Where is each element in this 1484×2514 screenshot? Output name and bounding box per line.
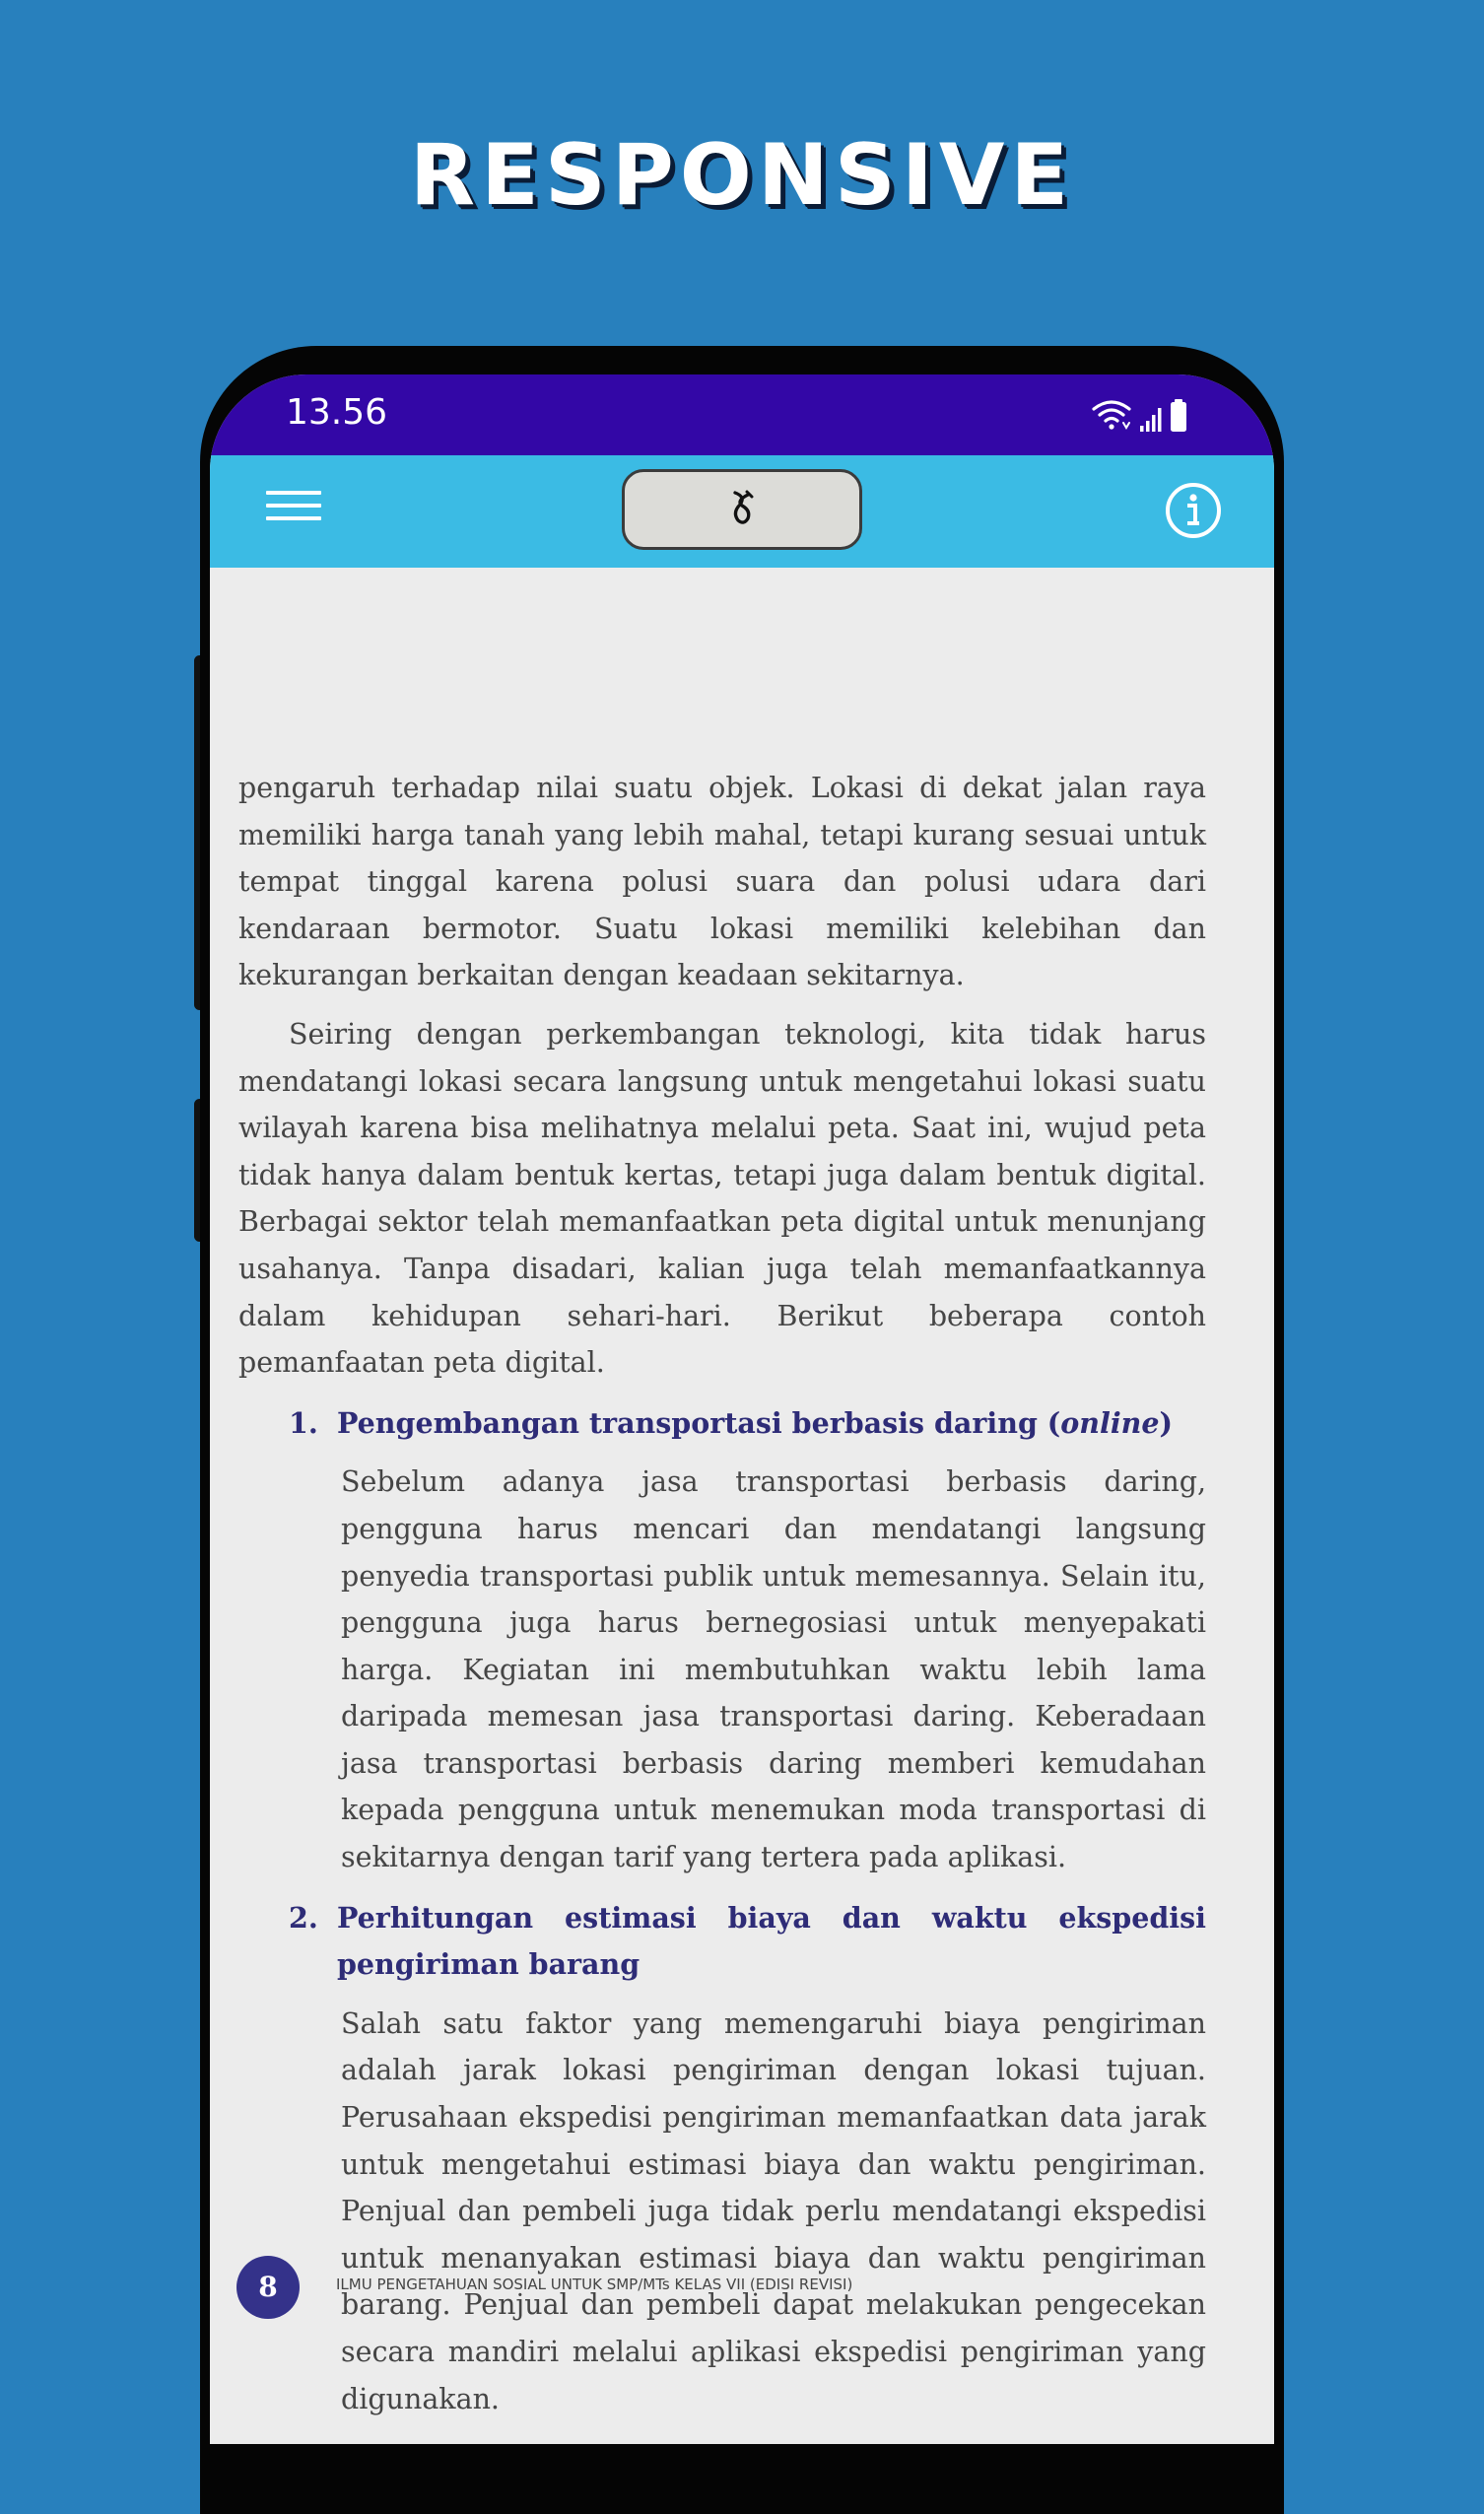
list-heading [238, 1895, 1206, 1989]
list-heading-text: Pengembangan transportasi berbasis daring ( [337, 1405, 1061, 1440]
info-icon[interactable] [1165, 482, 1222, 539]
hero-title: RESPONSIVE [409, 126, 1075, 225]
document-page[interactable] [210, 568, 1274, 2444]
hamburger-menu-icon[interactable] [266, 482, 321, 541]
status-bar [210, 374, 1274, 455]
wifi-icon [1094, 402, 1129, 430]
signal-icon [1140, 408, 1162, 432]
footer-text: ILMU PENGETAHUAN SOSIAL UNTUK SMP/MTs KELAS VII (EDISI REVISI) [336, 2276, 853, 2293]
list-heading-text: Perhitungan estimasi biaya dan waktu ekspedisi pengiriman barang [337, 1900, 1206, 1982]
list-heading [238, 1400, 1206, 1448]
app-toolbar [210, 455, 1274, 568]
list-heading-end: ) [1159, 1405, 1174, 1440]
page-number-badge: 8 [236, 2256, 300, 2319]
page-footer [236, 2256, 1222, 2319]
phone-screen [210, 374, 1274, 2444]
pen-nib-icon [726, 489, 758, 528]
status-icons [1091, 396, 1199, 436]
list-heading-emphasis: online [1060, 1405, 1160, 1440]
list-number: 2. [289, 1900, 318, 1935]
status-time: 13.56 [286, 392, 388, 433]
document-content [238, 765, 1206, 2422]
center-tool-button[interactable] [622, 469, 862, 550]
list-item-body: Salah satu faktor yang memengaruhi biaya pengiriman adalah jarak lokasi pengiriman dengan lokasi tujuan. Perusahaan ekspedisi pengiriman memanfaatkan data jarak untuk mengetahui estimasi biaya dan waktu pengiriman. Penjual dan pembeli juga tidak perlu mendatangi ekspedisi untuk menanyakan estimasi biaya dan waktu pengiriman barang. Penjual dan pembeli dapat melakukan pengecekan secara mandiri melalui aplikasi ekspedisi pengiriman yang digunakan. [341, 2006, 1206, 2415]
list-number: 1. [289, 1405, 318, 1440]
list-item-body: Sebelum adanya jasa transportasi berbasis daring, pengguna harus mencari dan mendatangi langsung penyedia transportasi publik untuk memesannya. Selain itu, pengguna juga harus bernegosiasi untuk menyepakati harga. Kegiatan ini membutuhkan waktu lebih lama daripada memesan jasa transportasi daring. Keberadaan jasa transportasi berbasis daring memberi kemudahan kepada pengguna untuk menemukan moda transportasi di sekitarnya dengan tarif yang tertera pada aplikasi. [341, 1465, 1206, 1874]
paragraph: Seiring dengan perkembangan teknologi, kita tidak harus mendatangi lokasi secara langsung untuk mengetahui lokasi suatu wilayah karena bisa melihatnya melalui peta. Saat ini, wujud peta tidak hanya dalam bentuk kertas, tetapi juga dalam bentuk digital. Berbagai sektor telah memanfaatkan peta digital untuk menunjang usahanya. Tanpa disadari, kalian juga telah memanfaatkannya dalam kehidupan sehari-hari. Berikut beberapa contoh pemanfaatan peta digital. [238, 1017, 1206, 1380]
battery-icon [1171, 399, 1186, 432]
paragraph: pengaruh terhadap nilai suatu objek. Lokasi di dekat jalan raya memiliki harga tanah yang lebih mahal, tetapi kurang sesuai untuk tempat tinggal karena polusi suara dan polusi udara dari kendaraan bermotor. Suatu lokasi memiliki kelebihan dan kekurangan berkaitan dengan keadaan sekitarnya. [238, 772, 1206, 992]
